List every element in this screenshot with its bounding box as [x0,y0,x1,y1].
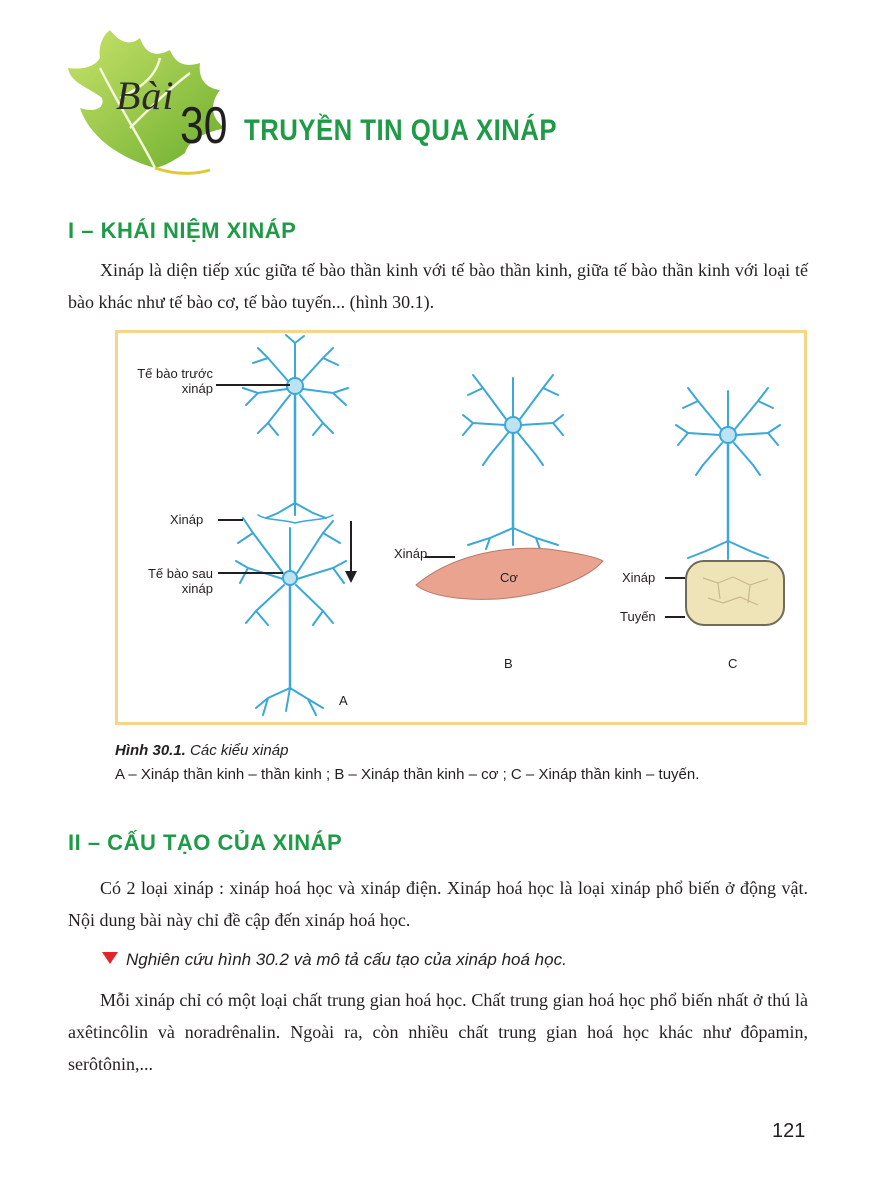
label-panel-c: C [728,656,738,671]
label-synapse-b: Xináp [394,546,428,561]
neuron-a-presynaptic [243,335,348,518]
label-postsynaptic-1: Tế bào sau [147,566,213,581]
lesson-word: Bài [116,73,175,118]
label-postsynaptic-2: xináp [181,581,213,596]
label-panel-b: B [504,656,513,671]
task-text: Nghiên cứu hình 30.2 và mô tả cấu tạo của xináp hoá học. [126,950,567,969]
section1-heading: I – KHÁI NIỆM XINÁP [68,218,297,243]
figure-caption-text: A – Xináp thần kinh – thần kinh ; B – Xináp thần kinh – cơ ; C – Xináp thần kinh – tuyến. [115,766,700,783]
label-presynaptic-1: Tế bào trước [137,366,213,381]
caption-figure-subtitle: Các kiểu xináp [190,742,289,759]
section2-paragraph2: Mỗi xináp chỉ có một loại chất trung gian hoá học. Chất trung gian hoá học phổ biến nhất ở thú là axêtincôlin và noradrênalin. Ngoài ra, còn nhiều chất trung gian hoá học khác như đôpamin, serôtônin,... [68,990,808,1074]
figure-caption-title [115,742,288,759]
task-instruction [102,950,567,970]
caption-figure-number: Hình 30.1. [115,742,186,759]
lesson-number: 30 [180,97,228,155]
neuron-a-postsynaptic [236,515,346,715]
section2-paragraph1: Có 2 loại xináp : xináp hoá học và xináp điện. Xináp hoá học là loại xináp phổ biến ở động vật. Nội dung bài này chỉ đề cập đến xináp hoá học. [68,878,808,930]
page-number: 121 [772,1120,806,1142]
label-panel-a: A [339,693,348,708]
neuron-b [463,375,563,549]
triangle-marker-icon [102,952,118,964]
label-muscle: Cơ [500,570,518,585]
lesson-title: TRUYỀN TIN QUA XINÁP [244,114,557,147]
neuron-c [676,388,780,559]
section2-heading: II – CẤU TẠO CỦA XINÁP [68,830,343,855]
synapse-figure [118,333,804,722]
gland-cell [686,561,784,625]
section1-paragraph: Xináp là diện tiếp xúc giữa tế bào thần kinh với tế bào thần kinh, giữa tế bào thần kinh với loại tế bào khác như tế bào cơ, tế bào tuyến... (hình 30.1). [68,260,808,312]
label-synapse-a: Xináp [170,512,204,527]
label-gland: Tuyến [620,609,656,624]
label-presynaptic-2: xináp [181,381,213,396]
label-synapse-c: Xináp [622,570,656,585]
